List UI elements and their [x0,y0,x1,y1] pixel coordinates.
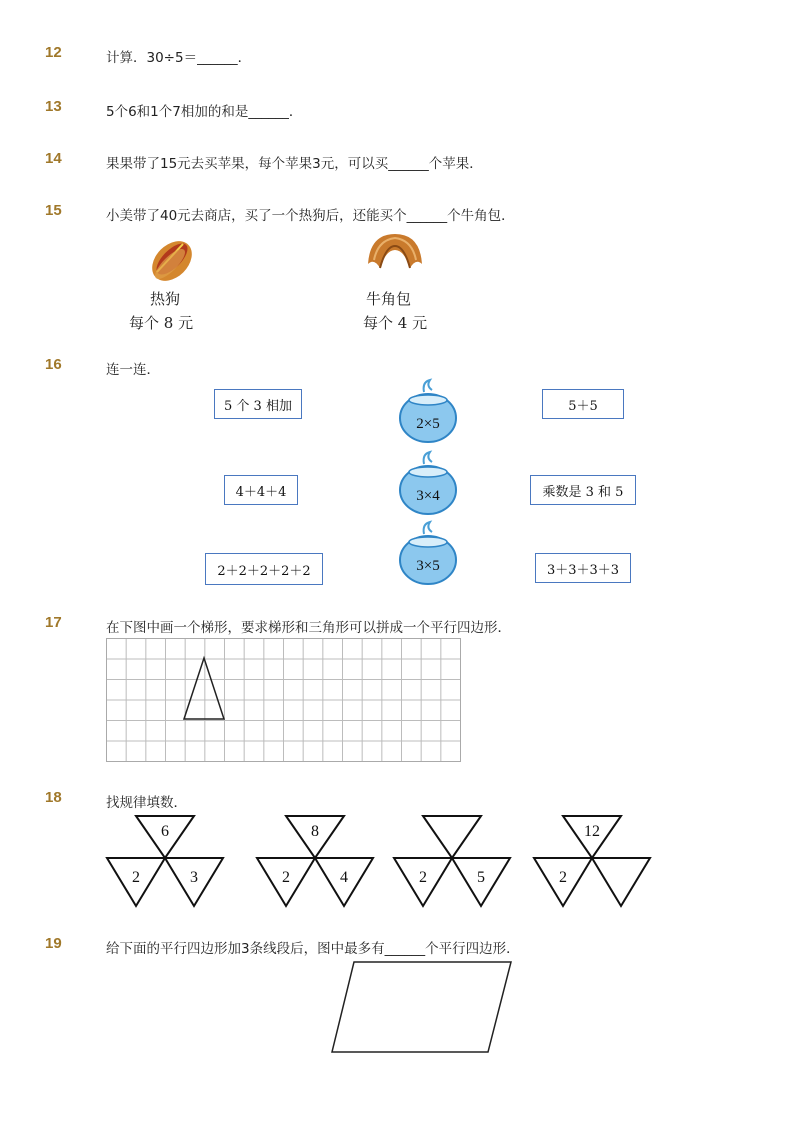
question-text-16: 连一连． [106,362,160,378]
hotdog-label: 热狗 [150,290,181,308]
match-right-3[interactable]: 3＋3＋3＋3 [535,553,631,583]
pattern-4-top-number: 12 [584,823,600,840]
pattern-2-top-number: 8 [311,823,319,840]
triangle-shape [184,658,224,719]
question-text-15: 小美带了40元去商店，买了一个热狗后，还能买个______个牛角包． [106,208,515,224]
fishbowl-icon [396,450,460,516]
hotdog-price: 每个 8 元 [129,314,194,332]
pattern-3-left-number: 2 [419,869,427,886]
pattern-3-top-triangle [423,816,481,858]
question-number-13: 13 [45,98,62,115]
question-number-17: 17 [45,614,62,631]
match-left-1[interactable]: 5 个 3 相加 [214,389,302,419]
croissant-image [364,230,426,284]
question-number-14: 14 [45,150,62,167]
question-text-12: 计算．30÷5＝______． [106,50,252,66]
grid-paper[interactable] [106,638,462,764]
match-right-1[interactable]: 5＋5 [542,389,624,419]
pattern-2-right-number: 4 [340,869,348,886]
fishbowl-1[interactable] [396,378,460,448]
fishbowl-2[interactable] [396,450,460,520]
match-left-2[interactable]: 4＋4＋4 [224,475,298,505]
fishbowl-2-label: 3×4 [416,488,440,504]
match-left-3[interactable]: 2＋2＋2＋2＋2 [205,553,323,585]
hotdog-image [143,228,199,286]
question-number-16: 16 [45,356,62,373]
pattern-2-left-number: 2 [282,869,290,886]
croissant-label: 牛角包 [366,290,412,308]
question-number-18: 18 [45,789,62,806]
fishbowl-icon [396,378,460,444]
question-text-18: 找规律填数． [106,795,187,811]
pattern-1-right-number: 3 [190,869,198,886]
fishbowl-1-label: 2×5 [416,416,440,432]
parallelogram-shape [332,962,511,1052]
pattern-3-right-number: 5 [477,869,485,886]
question-text-14: 果果带了15元去买苹果，每个苹果3元，可以买______个苹果． [106,156,483,172]
question-text-17: 在下图中画一个梯形，要求梯形和三角形可以拼成一个平行四边形． [106,620,511,636]
pattern-4-right-triangle [592,858,650,906]
pattern-1-left-number: 2 [132,869,140,886]
fishbowl-3[interactable] [396,520,460,590]
croissant-price: 每个 4 元 [363,314,428,332]
fishbowl-3-label: 3×5 [416,558,440,574]
question-text-19: 给下面的平行四边形加3条线段后，图中最多有______个平行四边形． [106,941,520,957]
question-number-19: 19 [45,935,62,952]
question-number-15: 15 [45,202,62,219]
match-right-2[interactable]: 乘数是 3 和 5 [530,475,636,505]
fishbowl-icon [396,520,460,586]
question-text-13: 5个6和1个7相加的和是______． [106,104,303,120]
pattern-figures [0,808,800,912]
parallelogram-figure[interactable] [330,960,514,1054]
question-number-12: 12 [45,44,62,61]
pattern-1-top-number: 6 [161,823,169,840]
pattern-4-left-number: 2 [559,869,567,886]
